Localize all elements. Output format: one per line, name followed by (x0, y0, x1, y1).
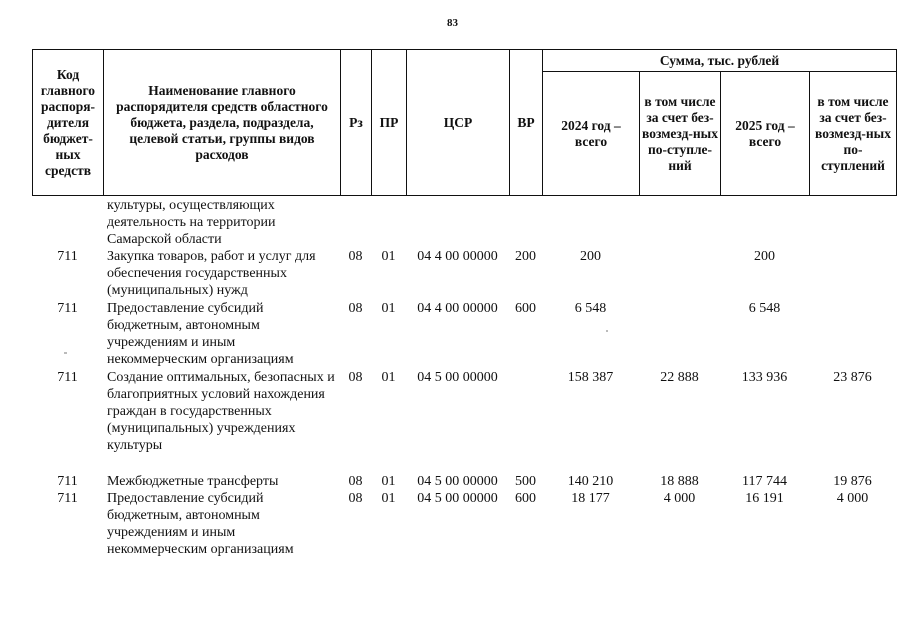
cell-csr (406, 197, 509, 248)
cell-s2024 (542, 197, 639, 248)
cell-name: Закупка товаров, работ и услуг для обеспечения государственных (муниципальных) нужд (107, 249, 316, 298)
header-2025-total: 2025 год – всего (721, 72, 810, 196)
cell-code: 711 (57, 474, 78, 489)
header-2024-incl: в том числе за счет без-возмезд-ных по-ступле-ний (640, 72, 721, 196)
cell-rz: 08 (348, 370, 363, 385)
header-name: Наименование главного распорядителя средств областного бюджета, раздела, подраздела, целевой статьи, группы видов расходов (104, 50, 341, 196)
page-number: 83 (447, 17, 458, 29)
cell-s2024: 140 210 (567, 474, 614, 489)
cell-s2025: 200 (754, 249, 775, 264)
cell-s2025: 16 191 (745, 491, 784, 506)
scan-speck (606, 330, 608, 332)
cell-csr: 04 4 00 00000 (417, 301, 498, 316)
cell-code: 711 (57, 370, 78, 385)
header-code: Код главного распоря-дителя бюджет-ных средств (33, 50, 104, 196)
cell-s2025-free (809, 300, 896, 369)
table-row (32, 300, 896, 369)
cell-s2024-free: 22 888 (660, 370, 699, 385)
cell-pr: 01 (381, 301, 396, 316)
cell-s2025-free: 23 876 (833, 370, 872, 385)
cell-csr: 04 4 00 00000 (417, 249, 498, 264)
cell-s2025 (720, 197, 809, 248)
header-sum-group: Сумма, тыс. рублей (543, 50, 897, 72)
cell-pr: 01 (381, 491, 396, 506)
cell-s2024-free (639, 197, 720, 248)
cell-code: 711 (57, 301, 78, 316)
table-row (32, 473, 896, 490)
cell-vr: 600 (515, 491, 536, 506)
cell-s2024-free (639, 248, 720, 300)
header-csr: ЦСР (407, 50, 510, 196)
cell-s2025-free (809, 197, 896, 248)
cell-vr: 200 (515, 249, 536, 264)
cell-name: Предоставление субсидий бюджетным, автономным учреждениям и иным некоммерческим организациям (107, 301, 294, 367)
cell-pr: 01 (381, 249, 396, 264)
cell-csr: 04 5 00 00000 (417, 474, 498, 489)
cell-s2025: 117 744 (742, 474, 787, 489)
cell-s2025-free: 4 000 (836, 491, 869, 506)
cell-rz: 08 (348, 249, 363, 264)
cell-s2024-free: 4 000 (663, 491, 696, 506)
cell-s2025: 6 548 (748, 301, 781, 316)
cell-name: Предоставление субсидий бюджетным, автономным учреждениям и иным некоммерческим организациям (107, 491, 294, 557)
cell-s2025: 133 936 (741, 370, 788, 385)
cell-s2024-free (639, 300, 720, 369)
cell-rz: 08 (348, 491, 363, 506)
table-row (32, 197, 896, 248)
cell-s2024-free: 18 888 (660, 474, 699, 489)
table-row (32, 369, 896, 473)
table-row (32, 490, 896, 560)
cell-s2024: 6 548 (574, 301, 607, 316)
cell-rz: 08 (348, 301, 363, 316)
cell-s2025-free (809, 248, 896, 300)
cell-name: Межбюджетные трансферты (107, 474, 279, 489)
table-row (32, 248, 896, 300)
cell-name: Создание оптимальных, безопасных и благоприятных условий нахождения граждан в государственных (муниципальных) учреждениях культуры (107, 370, 335, 453)
cell-rz (340, 197, 371, 248)
cell-pr: 01 (381, 370, 396, 385)
header-vr: ВР (510, 50, 543, 196)
cell-s2025-free: 19 876 (833, 474, 872, 489)
header-pr: ПР (372, 50, 407, 196)
cell-vr (509, 369, 542, 473)
scan-speck (64, 352, 67, 354)
cell-code: 711 (57, 491, 78, 506)
cell-name: культуры, осуществляющих деятельность на территории Самарской области (107, 198, 276, 247)
cell-vr: 600 (515, 301, 536, 316)
cell-code (32, 197, 103, 248)
header-2025-incl: в том числе за счет без-возмезд-ных по-ступлений (810, 72, 897, 196)
cell-pr (371, 197, 406, 248)
table-header (32, 49, 897, 196)
table-body (32, 197, 896, 560)
cell-code: 711 (57, 249, 78, 264)
cell-csr: 04 5 00 00000 (417, 370, 498, 385)
cell-csr: 04 5 00 00000 (417, 491, 498, 506)
cell-s2024: 158 387 (567, 370, 614, 385)
cell-vr (509, 197, 542, 248)
cell-pr: 01 (381, 474, 396, 489)
cell-s2024: 200 (580, 249, 601, 264)
cell-vr: 500 (515, 474, 536, 489)
header-rz: Рз (341, 50, 372, 196)
cell-rz: 08 (348, 474, 363, 489)
header-2024-total: 2024 год – всего (543, 72, 640, 196)
cell-s2024: 18 177 (571, 491, 610, 506)
